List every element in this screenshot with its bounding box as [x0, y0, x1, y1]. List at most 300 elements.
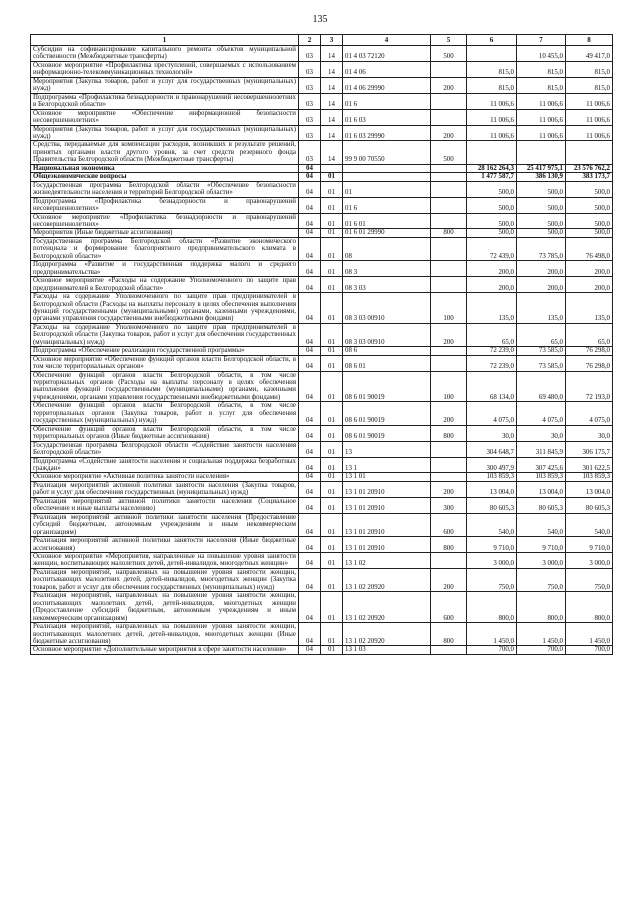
expense-type-code [431, 347, 467, 355]
amount-col8 [566, 141, 613, 164]
target-article-code: 99 9 00 70550 [343, 141, 431, 164]
table-row [31, 553, 613, 569]
target-article-code: 01 6 03 29990 [343, 125, 431, 141]
amount-col7: 73 585,0 [517, 347, 566, 355]
subsection-code: 01 [321, 537, 343, 553]
target-article-code: 08 3 03 [343, 277, 431, 293]
row-name: Подпрограмма «Профилактика безнадзорности и правонарушений несовершеннолетних» [31, 197, 299, 213]
amount-col6: 500,0 [467, 197, 517, 213]
row-name: Обеспечение функций органов власти Белгородской области, в том числе территориальных органов (Расходы на выплаты персоналу в целях обеспечения выполнения функций государственными (муниципальными) органами, казенными учреждениями, органами управления государственными внебюджетными фондами) [31, 371, 299, 402]
subsection-code: 01 [321, 181, 343, 197]
expense-type-code: 100 [431, 371, 467, 402]
row-name: Мероприятия (Закупка товаров, работ и услуг для государственных (муниципальных) нужд) [31, 77, 299, 93]
target-article-code: 01 4 06 29990 [343, 77, 431, 93]
amount-col6: 500,0 [467, 213, 517, 229]
amount-col8: 200,0 [566, 277, 613, 293]
amount-col8: 500,0 [566, 213, 613, 229]
table-row [31, 592, 613, 623]
target-article-code: 13 1 01 20910 [343, 537, 431, 553]
subsection-code: 01 [321, 173, 343, 181]
amount-col7: 750,0 [517, 568, 566, 591]
table-row [31, 441, 613, 457]
expense-type-code: 600 [431, 592, 467, 623]
row-name: Мероприятия (Закупка товаров, работ и услуг для государственных (муниципальных) нужд) [31, 125, 299, 141]
subsection-code: 01 [321, 261, 343, 277]
section-code: 04 [299, 197, 321, 213]
expense-type-code: 500 [431, 46, 467, 62]
table-row [31, 141, 613, 164]
section-code: 04 [299, 402, 321, 425]
section-code: 04 [299, 425, 321, 441]
target-article-code: 01 6 [343, 93, 431, 109]
target-article-code: 01 6 01 29990 [343, 229, 431, 237]
row-name: Основное мероприятие «Расходы на содержание Уполномоченного по защите прав предпринимателей в Белгородской области» [31, 277, 299, 293]
section-code: 04 [299, 457, 321, 473]
table-row [31, 46, 613, 62]
amount-col7: 30,0 [517, 425, 566, 441]
row-name: Основное мероприятие «Мероприятия, направленные на повышение уровня занятости женщин, воспитывающих малолетних детей, детей-инвалидов, многодетных женщин» [31, 553, 299, 569]
expense-type-code: 800 [431, 425, 467, 441]
section-code: 04 [299, 173, 321, 181]
target-article-code: 13 1 02 20920 [343, 592, 431, 623]
row-name: Общеэкономические вопросы [31, 173, 299, 181]
table-row [31, 164, 613, 172]
subsection-code: 01 [321, 553, 343, 569]
subsection-code: 14 [321, 61, 343, 77]
expense-type-code [431, 646, 467, 654]
section-code: 04 [299, 553, 321, 569]
section-code: 03 [299, 46, 321, 62]
subsection-code [321, 164, 343, 172]
row-name: Реализация мероприятий активной политики занятости населения (Социальное обеспечение и иные выплаты населению) [31, 497, 299, 513]
row-name: Основное мероприятие «Активная политика занятости населения» [31, 473, 299, 481]
amount-col7: 700,0 [517, 646, 566, 654]
amount-col6: 72 439,0 [467, 237, 517, 260]
row-name: Подпрограмма «Содействие занятости населения и социальная поддержка безработных граждан» [31, 457, 299, 473]
section-code: 04 [299, 261, 321, 277]
amount-col8: 13 004,0 [566, 481, 613, 497]
col-header: 4 [343, 35, 431, 46]
amount-col7: 200,0 [517, 277, 566, 293]
amount-col8: 135,0 [566, 293, 613, 324]
row-name: Основное мероприятие «Обеспечение функций органов власти Белгородской области, в том числе территориальных органов» [31, 355, 299, 371]
amount-col8: 750,0 [566, 568, 613, 591]
expense-type-code [431, 213, 467, 229]
amount-col8: 80 605,3 [566, 497, 613, 513]
amount-col8: 65,0 [566, 323, 613, 346]
section-code: 04 [299, 481, 321, 497]
target-article-code: 01 4 03 72120 [343, 46, 431, 62]
target-article-code: 13 1 02 [343, 553, 431, 569]
amount-col7: 73 585,0 [517, 355, 566, 371]
amount-col7: 73 785,0 [517, 237, 566, 260]
amount-col8: 383 173,7 [566, 173, 613, 181]
table-row [31, 181, 613, 197]
section-code: 03 [299, 125, 321, 141]
target-article-code: 13 1 [343, 457, 431, 473]
expense-type-code: 200 [431, 125, 467, 141]
table-row [31, 109, 613, 125]
subsection-code: 01 [321, 355, 343, 371]
section-code: 03 [299, 77, 321, 93]
subsection-code: 01 [321, 425, 343, 441]
amount-col8: 540,0 [566, 513, 613, 536]
amount-col8: 30,0 [566, 425, 613, 441]
section-code: 03 [299, 93, 321, 109]
target-article-code: 13 1 03 [343, 646, 431, 654]
expense-type-code: 200 [431, 323, 467, 346]
row-name: Реализация мероприятий, направленных на повышение уровня занятости женщин, воспитывающих малолетних детей, детей-инвалидов, многодетных женщин (Предоставление субсидий бюджетным, автономным учреждениям и иным некоммерческим организациям) [31, 592, 299, 623]
subsection-code: 01 [321, 347, 343, 355]
expense-type-code: 200 [431, 77, 467, 93]
amount-col8: 500,0 [566, 181, 613, 197]
row-name: Основное мероприятие «Дополнительные мероприятия в сфере занятости населения» [31, 646, 299, 654]
amount-col7: 540,0 [517, 513, 566, 536]
amount-col6: 815,0 [467, 61, 517, 77]
row-name: Реализация мероприятий, направленных на повышение уровня занятости женщин, воспитывающих малолетних детей, детей-инвалидов, многодетных женщин (Закупка товаров, работ и услуг для обеспечения государственных (муниципальных) нужд) [31, 568, 299, 591]
expense-type-code: 500 [431, 141, 467, 164]
amount-col8: 11 006,6 [566, 109, 613, 125]
table-row [31, 497, 613, 513]
amount-col7: 65,0 [517, 323, 566, 346]
table-row [31, 93, 613, 109]
amount-col7: 1 450,0 [517, 623, 566, 646]
expense-type-code [431, 261, 467, 277]
expense-type-code: 800 [431, 623, 467, 646]
table-row [31, 623, 613, 646]
amount-col6: 11 006,6 [467, 93, 517, 109]
amount-col6: 103 859,3 [467, 473, 517, 481]
expense-type-code [431, 197, 467, 213]
amount-col6: 540,0 [467, 513, 517, 536]
target-article-code: 01 6 [343, 197, 431, 213]
amount-col8: 23 576 762,2 [566, 164, 613, 172]
subsection-code: 01 [321, 568, 343, 591]
table-row [31, 481, 613, 497]
amount-col7: 25 417 975,1 [517, 164, 566, 172]
amount-col7: 500,0 [517, 229, 566, 237]
amount-col6: 200,0 [467, 277, 517, 293]
table-row [31, 61, 613, 77]
amount-col6 [467, 46, 517, 62]
subsection-code: 01 [321, 371, 343, 402]
target-article-code: 01 4 06 [343, 61, 431, 77]
table-row [31, 277, 613, 293]
amount-col7: 815,0 [517, 77, 566, 93]
subsection-code: 01 [321, 293, 343, 324]
amount-col8: 500,0 [566, 197, 613, 213]
section-code: 04 [299, 181, 321, 197]
section-code: 04 [299, 441, 321, 457]
expense-type-code [431, 237, 467, 260]
section-code: 04 [299, 277, 321, 293]
row-name: Расходы на содержание Уполномоченного по защите прав предпринимателей в Белгородской области (Закупка товаров, работ и услуг для обеспечения государственных (муниципальных) нужд) [31, 323, 299, 346]
subsection-code: 01 [321, 592, 343, 623]
subsection-code: 01 [321, 323, 343, 346]
table-row [31, 197, 613, 213]
section-code: 04 [299, 293, 321, 324]
row-name: Государственная программа Белгородской области «Развитие экономического потенциала и формирование благоприятного предпринимательского климата в Белгородской области» [31, 237, 299, 260]
amount-col8: 49 417,0 [566, 46, 613, 62]
col-header: 1 [31, 35, 299, 46]
amount-col6: 500,0 [467, 181, 517, 197]
amount-col8: 11 006,6 [566, 125, 613, 141]
target-article-code: 08 6 [343, 347, 431, 355]
target-article-code: 13 1 01 [343, 473, 431, 481]
subsection-code: 01 [321, 213, 343, 229]
col-header: 7 [517, 35, 566, 46]
section-code: 04 [299, 229, 321, 237]
table-row [31, 173, 613, 181]
row-name: Подпрограмма «Обеспечение реализации государственной программы» [31, 347, 299, 355]
row-name: Обеспечение функций органов власти Белгородской области, в том числе территориальных органов (Закупка товаров, работ и услуг для обеспечения государственных (муниципальных) нужд) [31, 402, 299, 425]
section-code: 04 [299, 568, 321, 591]
expense-type-code [431, 164, 467, 172]
table-row [31, 293, 613, 324]
table-row [31, 402, 613, 425]
section-code: 04 [299, 497, 321, 513]
target-article-code: 08 3 03 00910 [343, 293, 431, 324]
subsection-code: 01 [321, 229, 343, 237]
row-name: Реализация мероприятий активной политики занятости населения (Закупка товаров, работ и услуг для обеспечения государственных (муниципальных) нужд) [31, 481, 299, 497]
table-row [31, 213, 613, 229]
section-code: 04 [299, 347, 321, 355]
table-row [31, 237, 613, 260]
table-row [31, 537, 613, 553]
subsection-code: 01 [321, 237, 343, 260]
col-header: 8 [566, 35, 613, 46]
expense-type-code [431, 457, 467, 473]
amount-col8: 4 075,0 [566, 402, 613, 425]
section-code: 04 [299, 237, 321, 260]
amount-col7: 500,0 [517, 213, 566, 229]
expense-type-code [431, 109, 467, 125]
subsection-code: 01 [321, 623, 343, 646]
amount-col6 [467, 141, 517, 164]
amount-col8: 72 193,0 [566, 371, 613, 402]
expense-type-code [431, 61, 467, 77]
amount-col7: 500,0 [517, 197, 566, 213]
section-code: 04 [299, 646, 321, 654]
subsection-code: 01 [321, 473, 343, 481]
amount-col7: 69 480,0 [517, 371, 566, 402]
expense-type-code: 800 [431, 537, 467, 553]
table-row [31, 473, 613, 481]
col-header: 6 [467, 35, 517, 46]
expense-type-code [431, 473, 467, 481]
amount-col6: 500,0 [467, 229, 517, 237]
row-name: Государственная программа Белгородской области «Содействие занятости населения Белгородской области» [31, 441, 299, 457]
amount-col8: 11 006,6 [566, 93, 613, 109]
subsection-code: 14 [321, 109, 343, 125]
section-code: 04 [299, 537, 321, 553]
subsection-code: 01 [321, 277, 343, 293]
amount-col6: 72 239,0 [467, 355, 517, 371]
amount-col8: 815,0 [566, 61, 613, 77]
amount-col7: 80 605,3 [517, 497, 566, 513]
target-article-code: 08 3 [343, 261, 431, 277]
amount-col7: 10 455,0 [517, 46, 566, 62]
subsection-code: 14 [321, 93, 343, 109]
target-article-code: 13 1 01 20910 [343, 481, 431, 497]
page-number: 135 [312, 14, 328, 25]
amount-col7: 386 130,9 [517, 173, 566, 181]
amount-col7: 3 000,0 [517, 553, 566, 569]
amount-col7: 11 006,6 [517, 109, 566, 125]
row-name: Национальная экономика [31, 164, 299, 172]
table-row [31, 355, 613, 371]
expense-type-code: 200 [431, 568, 467, 591]
subsection-code: 01 [321, 481, 343, 497]
subsection-code: 01 [321, 197, 343, 213]
target-article-code: 01 6 01 [343, 213, 431, 229]
amount-col8: 76 298,0 [566, 355, 613, 371]
row-name: Подпрограмма «Развитие и государственная поддержка малого и среднего предпринимательства» [31, 261, 299, 277]
amount-col6: 28 162 264,3 [467, 164, 517, 172]
target-article-code: 08 6 01 90019 [343, 371, 431, 402]
amount-col7: 4 075,0 [517, 402, 566, 425]
table-row [31, 347, 613, 355]
header-row [31, 35, 613, 46]
expense-type-code: 600 [431, 513, 467, 536]
amount-col7: 11 006,6 [517, 125, 566, 141]
target-article-code: 01 [343, 181, 431, 197]
subsection-code: 01 [321, 402, 343, 425]
expense-type-code: 100 [431, 293, 467, 324]
amount-col6: 72 239,0 [467, 347, 517, 355]
section-code: 04 [299, 164, 321, 172]
expense-type-code [431, 355, 467, 371]
subsection-code: 14 [321, 141, 343, 164]
target-article-code [343, 164, 431, 172]
row-name: Субсидии на софинансирование капитального ремонта объектов муниципальной собственности (Межбюджетные трансферты) [31, 46, 299, 62]
table-row [31, 457, 613, 473]
subsection-code: 01 [321, 646, 343, 654]
amount-col8: 3 000,0 [566, 553, 613, 569]
table-row [31, 125, 613, 141]
amount-col6: 65,0 [467, 323, 517, 346]
row-name: Расходы на содержание Уполномоченного по защите прав предпринимателей в Белгородской области (Расходы на выплаты персоналу в целях обеспечения выполнения функций государственными (муниципальными) органами, казенными учреждениями, органами управления государственными внебюджетными фондами) [31, 293, 299, 324]
amount-col6: 68 134,0 [467, 371, 517, 402]
amount-col6: 11 006,6 [467, 125, 517, 141]
target-article-code: 13 1 02 20920 [343, 568, 431, 591]
target-article-code: 08 6 01 90019 [343, 402, 431, 425]
amount-col8: 103 859,3 [566, 473, 613, 481]
amount-col8: 500,0 [566, 229, 613, 237]
amount-col6: 13 004,0 [467, 481, 517, 497]
row-name: Реализация мероприятий активной политики занятости населения (Предоставление субсидий бюджетным, автономным учреждениям и иным некоммерческим организациям) [31, 513, 299, 536]
amount-col6: 1 477 587,7 [467, 173, 517, 181]
subsection-code: 14 [321, 77, 343, 93]
amount-col6: 3 000,0 [467, 553, 517, 569]
section-code: 03 [299, 61, 321, 77]
expense-type-code [431, 173, 467, 181]
section-code: 04 [299, 623, 321, 646]
table-row [31, 229, 613, 237]
table-row [31, 646, 613, 654]
subsection-code: 01 [321, 441, 343, 457]
target-article-code: 01 6 03 [343, 109, 431, 125]
amount-col7 [517, 141, 566, 164]
section-code: 03 [299, 109, 321, 125]
expense-type-code [431, 441, 467, 457]
target-article-code: 13 1 01 20910 [343, 497, 431, 513]
table-row [31, 568, 613, 591]
expense-type-code: 300 [431, 497, 467, 513]
amount-col7: 815,0 [517, 61, 566, 77]
row-name: Основное мероприятие «Профилактика безнадзорности и правонарушений несовершеннолетних» [31, 213, 299, 229]
target-article-code: 08 3 03 00910 [343, 323, 431, 346]
row-name: Подпрограмма «Профилактика безнадзорности и правонарушений несовершеннолетних в Белгородской области» [31, 93, 299, 109]
section-code: 04 [299, 371, 321, 402]
amount-col7: 103 859,3 [517, 473, 566, 481]
section-code: 04 [299, 592, 321, 623]
amount-col6: 30,0 [467, 425, 517, 441]
col-header: 5 [431, 35, 467, 46]
table-row [31, 371, 613, 402]
amount-col8: 301 622,5 [566, 457, 613, 473]
subsection-code: 14 [321, 125, 343, 141]
amount-col6: 9 710,0 [467, 537, 517, 553]
row-name: Государственная программа Белгородской области «Обеспечение безопасности жизнедеятельности населения и территорий Белгородской области» [31, 181, 299, 197]
expense-type-code [431, 93, 467, 109]
target-article-code: 13 1 02 20920 [343, 623, 431, 646]
table-row [31, 77, 613, 93]
amount-col6: 304 648,7 [467, 441, 517, 457]
expense-type-code [431, 181, 467, 197]
target-article-code: 08 6 01 [343, 355, 431, 371]
amount-col8: 200,0 [566, 261, 613, 277]
section-code: 04 [299, 355, 321, 371]
amount-col8: 306 175,7 [566, 441, 613, 457]
amount-col8: 700,0 [566, 646, 613, 654]
amount-col7: 500,0 [517, 181, 566, 197]
amount-col6: 11 006,6 [467, 109, 517, 125]
expense-type-code: 200 [431, 481, 467, 497]
row-name: Мероприятия (Иные бюджетные ассигнования) [31, 229, 299, 237]
amount-col6: 800,0 [467, 592, 517, 623]
subsection-code: 14 [321, 46, 343, 62]
section-code: 04 [299, 323, 321, 346]
section-code: 04 [299, 213, 321, 229]
amount-col6: 300 497,9 [467, 457, 517, 473]
amount-col7: 9 710,0 [517, 537, 566, 553]
row-name: Реализация мероприятий активной политики занятости населения (Иные бюджетные ассигнования) [31, 537, 299, 553]
section-code: 03 [299, 141, 321, 164]
table-row [31, 513, 613, 536]
amount-col7: 800,0 [517, 592, 566, 623]
amount-col7: 11 006,6 [517, 93, 566, 109]
amount-col7: 13 004,0 [517, 481, 566, 497]
row-name: Средства, передаваемые для компенсации расходов, возникших в результате решений, принятых органами власти другого уровня, за счет средств резервного фонда Правительства Белгородской области (Межбюджетные трансферты) [31, 141, 299, 164]
amount-col7: 135,0 [517, 293, 566, 324]
amount-col6: 815,0 [467, 77, 517, 93]
col-header: 3 [321, 35, 343, 46]
amount-col8: 76 498,0 [566, 237, 613, 260]
table-row [31, 261, 613, 277]
amount-col8: 9 710,0 [566, 537, 613, 553]
amount-col8: 800,0 [566, 592, 613, 623]
amount-col7: 200,0 [517, 261, 566, 277]
amount-col6: 80 605,3 [467, 497, 517, 513]
target-article-code: 08 6 01 90019 [343, 425, 431, 441]
expense-type-code: 800 [431, 229, 467, 237]
amount-col6: 4 075,0 [467, 402, 517, 425]
amount-col6: 1 450,0 [467, 623, 517, 646]
target-article-code: 13 [343, 441, 431, 457]
expense-type-code [431, 277, 467, 293]
amount-col6: 700,0 [467, 646, 517, 654]
